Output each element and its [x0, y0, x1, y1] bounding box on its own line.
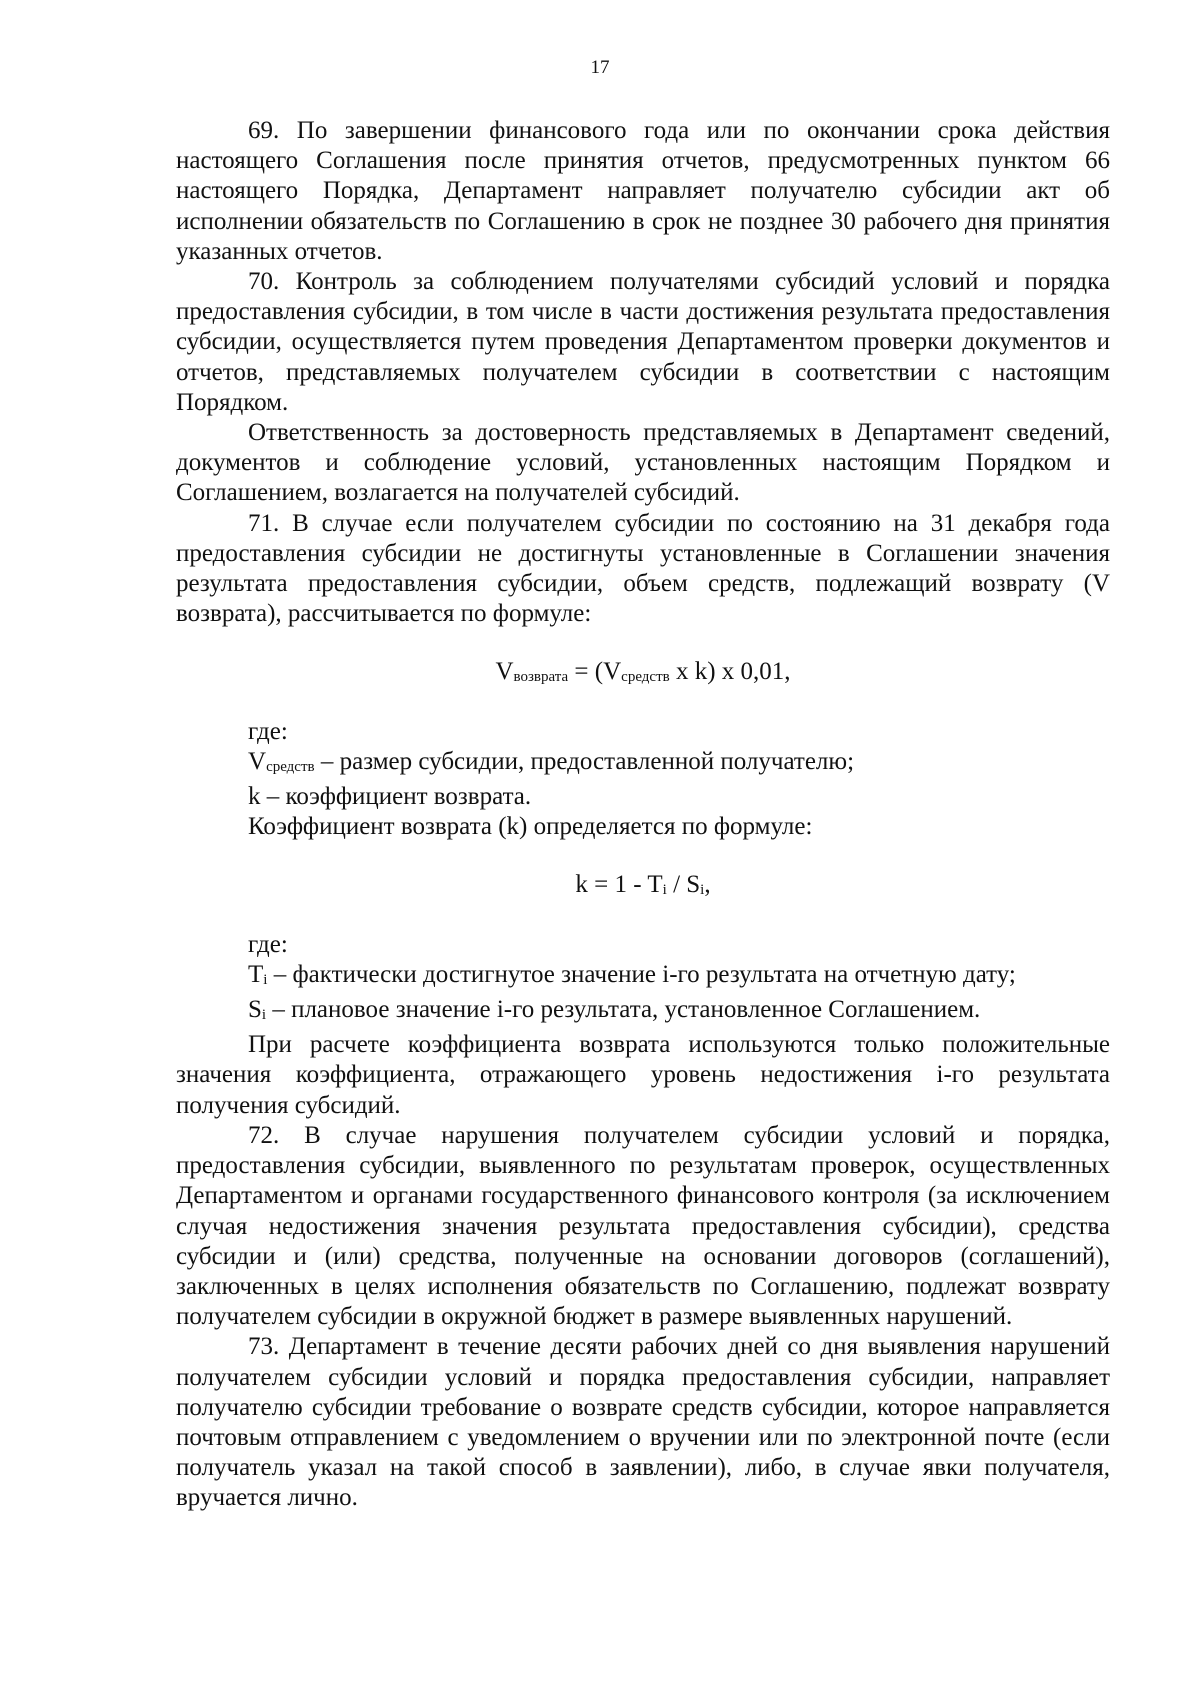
paragraph-70: 70. Контроль за соблюдением получателями субсидий условий и порядка предоставления субсидии, в том числе в части достижения результата предоставления субсидии, осуществляется путем проведения Департаментом проверки документов и отчетов, представляемых получателем субсидии в соответствии с настоящим Порядком. — [176, 268, 1110, 416]
paragraph-73: 73. Департамент в течение десяти рабочих дней со дня выявления нарушений получателем субсидии условий и порядка предоставления субсидии, направляет получателю субсидии требование о возврате средств субсидии, которое направляется почтовым отправлением с уведомлением о вручении или по электронной почте (если получатель указал на такой способ в заявлении), либо, в случае явки получателя, вручается лично. — [176, 1333, 1110, 1512]
formula-v: V — [495, 658, 514, 686]
formula-eq-open: = (V — [568, 658, 622, 686]
page-number: 17 — [590, 57, 610, 78]
formula-sub-funds: средств — [621, 669, 670, 686]
where-label-2: где: — [248, 930, 288, 958]
def-t-symbol: T — [248, 960, 264, 988]
where-label-1: где: — [248, 717, 288, 745]
paragraph-calculation-note: При расчете коэффициента возврата используются только положительные значения коэффициента, отражающего уровень недостижения i-го результата получения субсидий. — [176, 1031, 1110, 1119]
def-v-text: – размер субсидии, предоставленной получателю; — [314, 747, 855, 775]
formula-sub-return: возврата — [513, 669, 569, 686]
def-t-text: – фактически достигнутое значение i-го результата на отчетную дату; — [267, 960, 1016, 988]
paragraph-71: 71. В случае если получателем субсидии по состоянию на 31 декабря года предоставления субсидии не достигнуты установленные в Соглашении значения результата предоставления субсидии, объем средств, подлежащий возврату (V возврата), рассчитывается по формуле: — [176, 509, 1110, 628]
def-v-sub: средств — [266, 758, 315, 775]
definition-v-funds — [176, 747, 1110, 782]
document-body — [176, 116, 1110, 1514]
formula2-tail: , — [704, 871, 711, 899]
def-s-sub: i — [261, 1007, 267, 1024]
def-v-symbol: V — [248, 747, 267, 775]
formula-return-volume — [176, 657, 1110, 692]
def-t-sub: i — [263, 971, 268, 988]
formula-tail: x k) x 0,01, — [669, 658, 791, 686]
def-s-text: – плановое значение i-го результата, установленное Соглашением. — [266, 996, 981, 1024]
paragraph-69: 69. По завершении финансового года или по окончании срока действия настоящего Соглашения после принятия отчетов, предусмотренных пунктом 66 настоящего Порядка, Департамент направляет получателю субсидии акт об исполнении обязательств по Соглашению в срок не позднее 30 рабочего дня принятия указанных отчетов. — [176, 117, 1110, 265]
paragraph-70-responsibility: Ответственность за достоверность представляемых в Департамент сведений, документов и соблюдение условий, установленных настоящим Порядком и Соглашением, возлагается на получателей субсидий. — [176, 419, 1110, 507]
formula2-sub-i: i — [662, 882, 667, 899]
definition-t — [176, 960, 1110, 995]
k-formula-intro: Коэффициент возврата (k) определяется по формуле: — [248, 813, 813, 841]
def-s-symbol: S — [248, 996, 262, 1024]
definition-s — [176, 995, 1110, 1030]
formula-coefficient — [176, 870, 1110, 905]
formula2-head: k = 1 - T — [575, 871, 663, 899]
formula2-mid: / S — [666, 871, 701, 899]
definition-k: k – коэффициент возврата. — [248, 783, 532, 811]
formula2-sub-i2: i — [700, 882, 705, 899]
paragraph-72: 72. В случае нарушения получателем субсидии условий и порядка, предоставления субсидии, выявленного по результатам проверок, осуществленных Департаментом и органами государственного финансового контроля (за исключением случая недостижения значения результата предоставления субсидии), средства субсидии и (или) средства, полученные на основании договоров (соглашений), заключенных в целях исполнения обязательств по Соглашению, подлежат возврату получателем субсидии в окружной бюджет в размере выявленных нарушений. — [176, 1121, 1110, 1331]
